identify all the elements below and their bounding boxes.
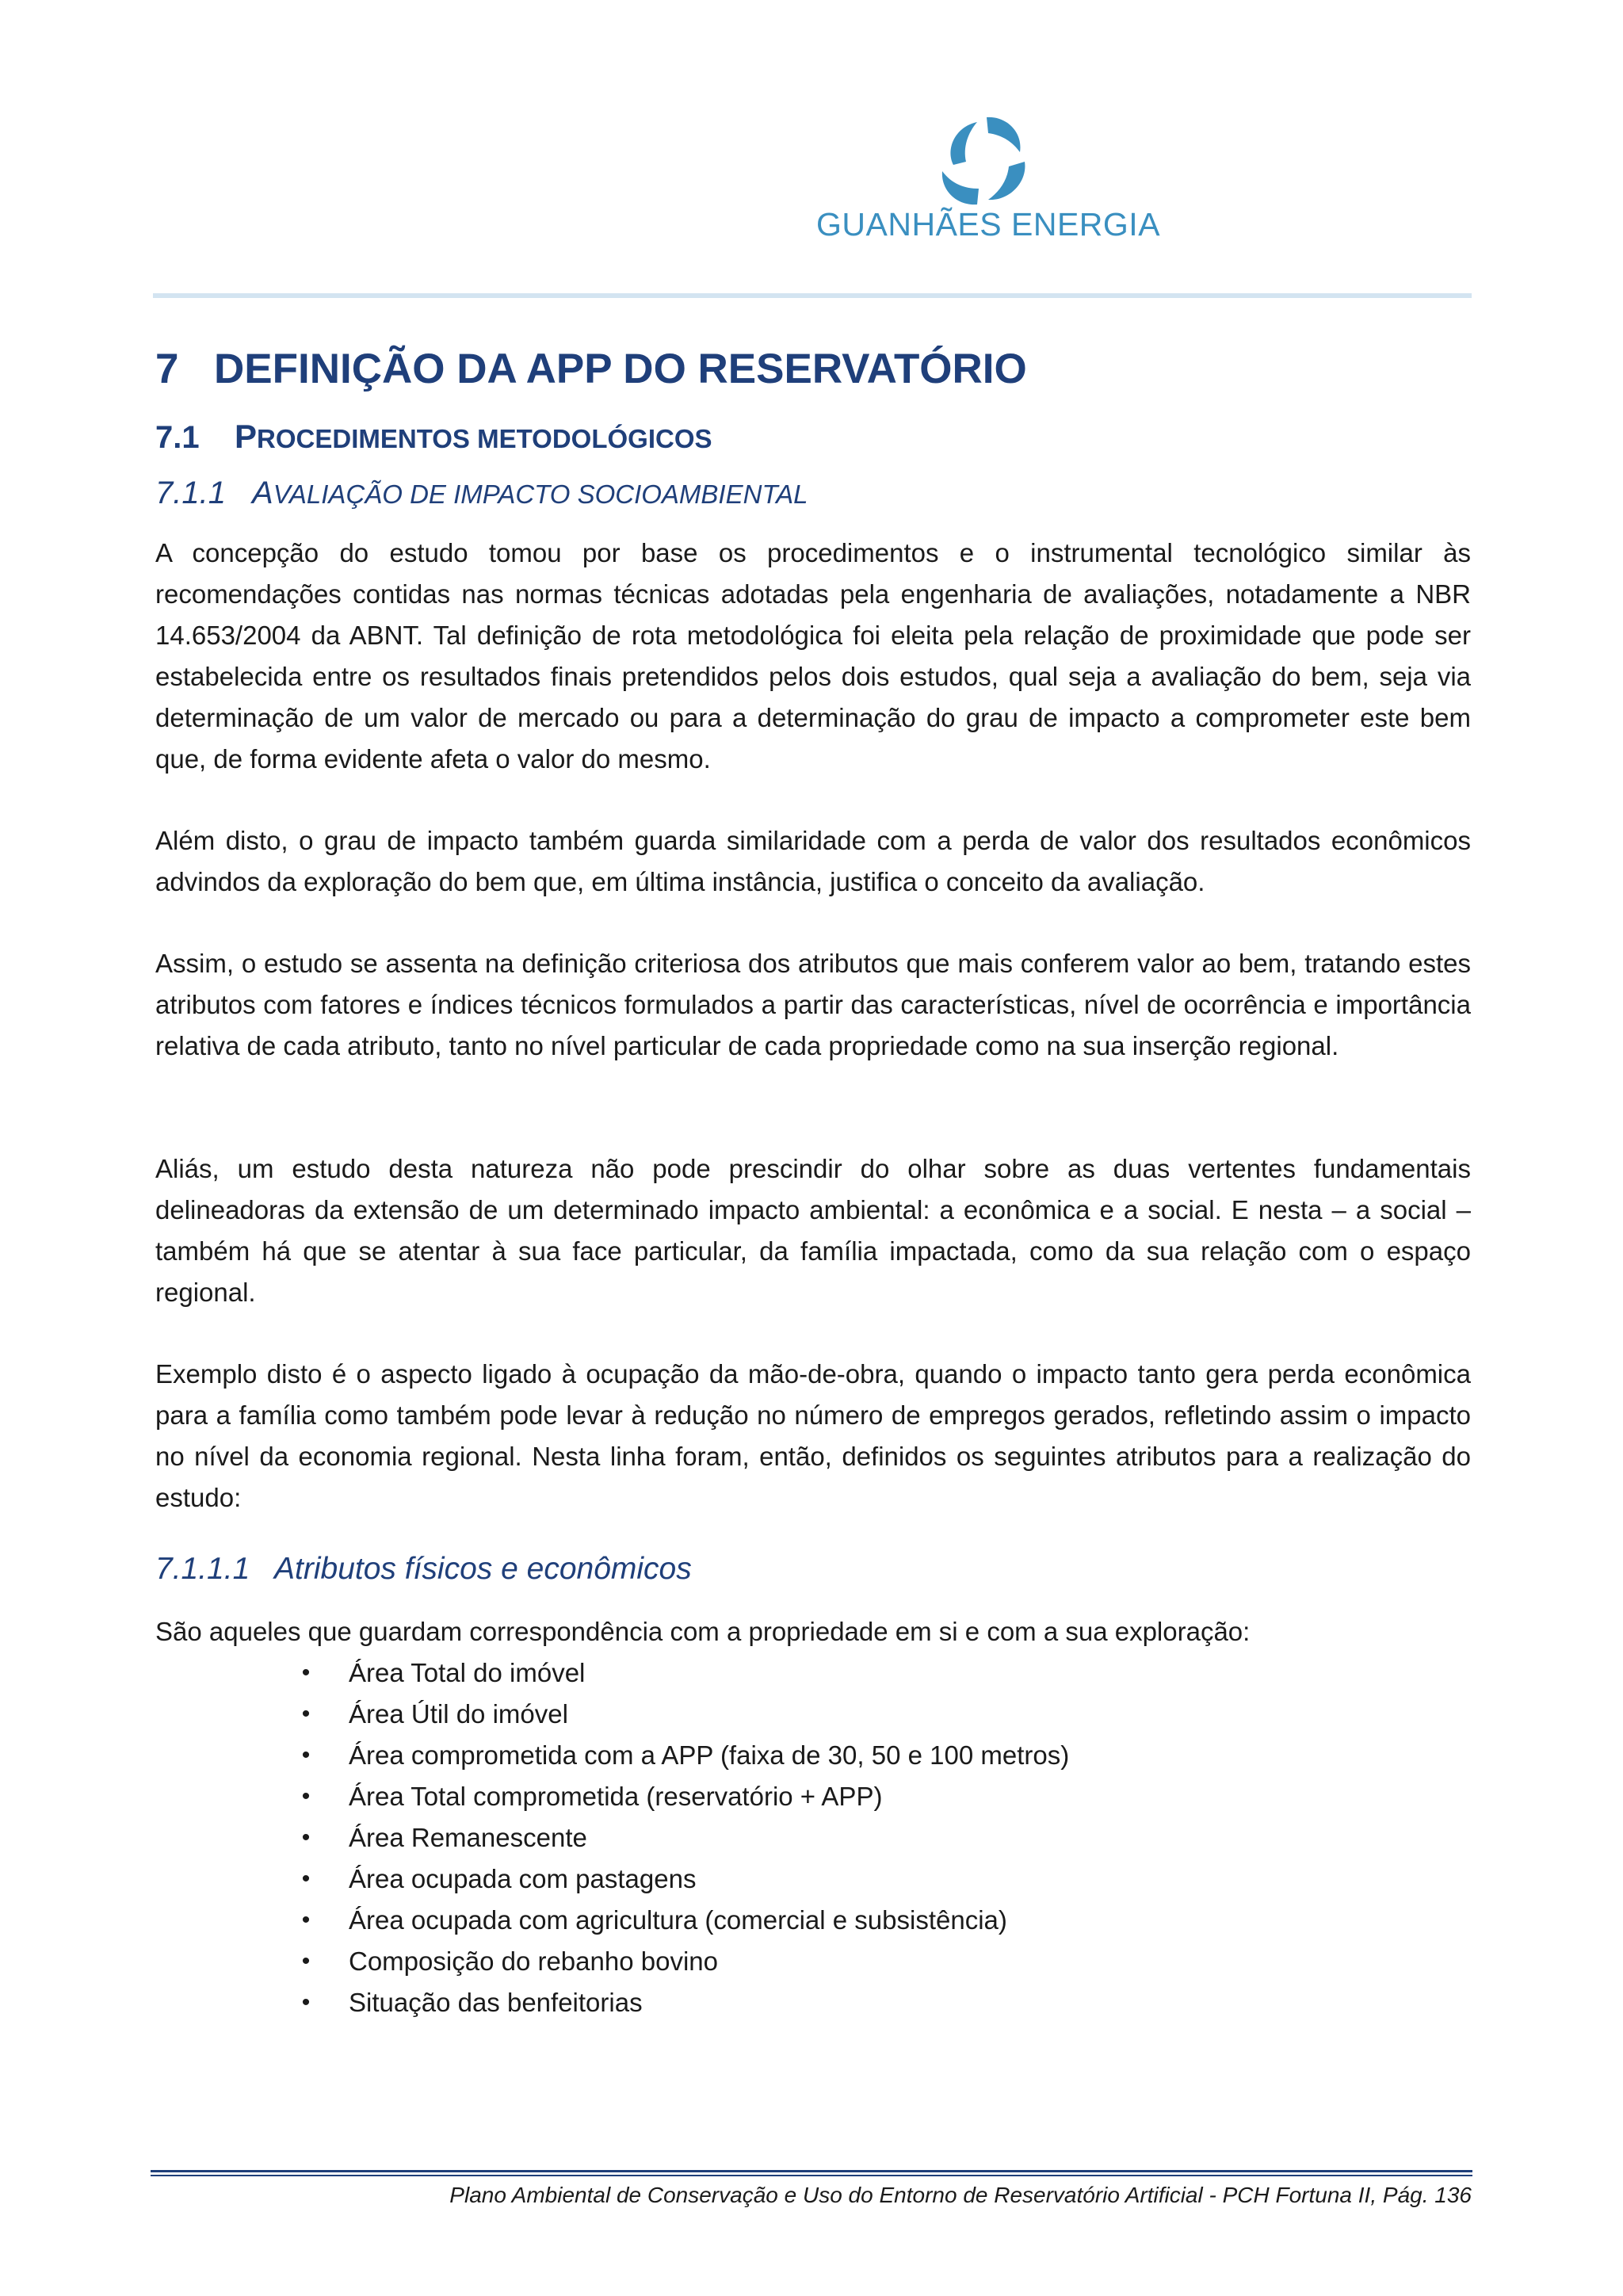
list-item-text: Área Total comprometida (reservatório + APP) [349,1782,883,1811]
bullet-icon: • [301,1660,311,1686]
paragraph-economic-social: Aliás, um estudo desta natureza não pode prescindir do olhar sobre as duas vertentes fundamentais delineadoras da extensão de um determinado impacto ambiental: a econômica e a social. E nesta – a social – também há que se atentar à sua face particular, da família impactada, como da sua relação com o espaço regional. [155,1154,1471,1307]
bullet-icon: • [301,1742,311,1768]
logo-text: GUANHÃES ENERGIA [816,206,1161,243]
section-title: DEFINIÇÃO DA APP DO RESERVATÓRIO [214,346,1027,392]
page-footer: Plano Ambiental de Conservação e Uso do Entorno de Reservatório Artificial - PCH Fortuna II, Pág. 136 [449,2183,1472,2207]
footer-divider [151,2170,1472,2178]
paragraph-labor-example: Exemplo disto é o aspecto ligado à ocupação da mão-de-obra, quando o impacto tanto gera perda econômica para a família como também pode levar à redução no número de empregos gerados, refletindo assim o impacto no nível da economia regional. Nesta linha foram, então, definidos os seguintes atributos para a realização do estudo: [155,1359,1471,1512]
footer-rule-thin [151,2175,1472,2176]
section-number: 7 [155,346,179,392]
list-item [298,1694,1069,1735]
subsubsection-number: 7.1.1 [155,476,226,510]
list-item [298,1776,1069,1817]
list-item [298,1817,1069,1859]
bullet-icon: • [301,1907,311,1933]
list-item-text: Área Remanescente [349,1823,587,1852]
list-item [298,1982,1069,2023]
attributes-heading-number: 7.1.1.1 [155,1552,250,1586]
bullet-icon: • [301,1989,311,2015]
subsubsection-title-rest: VALIAÇÃO DE IMPACTO SOCIOAMBIENTAL [273,479,808,509]
subsection-title-initial: P [235,418,258,455]
list-item [298,1941,1069,1982]
bullet-icon: • [301,1701,311,1727]
list-item-text: Área ocupada com pastagens [349,1864,697,1893]
list-item [298,1859,1069,1900]
bullet-icon: • [301,1824,311,1851]
paragraph-attributes-definition: Assim, o estudo se assenta na definição criteriosa dos atributos que mais conferem valor ao bem, tratando estes atributos com fatores e índices técnicos formulados a partir das características, nível de ocorrência e importância relativa de cada atributo, tanto no nível particular de cada propriedade como na sua inserção regional. [155,949,1471,1060]
bullet-icon: • [301,1866,311,1892]
list-item-text: Área comprometida com a APP (faixa de 30, 50 e 100 metros) [349,1740,1070,1770]
list-item [298,1652,1069,1694]
list-item-text: Situação das benfeitorias [349,1988,643,2017]
list-item [298,1735,1069,1776]
subsubsection-title-initial: A [252,476,273,510]
subsubsection-heading [155,476,808,511]
subsection-number: 7.1 [155,420,200,455]
list-item-text: Área Total do imóvel [349,1658,586,1687]
paragraph-methodology: A concepção do estudo tomou por base os procedimentos e o instrumental tecnológico similar às recomendações contidas nas normas técnicas adotadas pela engenharia de avaliações, notadamente a NBR 14.653/2004 da ABNT. Tal definição de rota metodológica foi eleita pela relação de proximidade que pode ser estabelecida entre os resultados finais pretendidos pelos dois estudos, qual seja a avaliação do bem, seja via determinação de um valor de mercado ou para a determinação do grau de impacto a comprometer este bem que, de forma evidente afeta o valor do mesmo. [155,538,1471,774]
section-heading [155,345,1027,393]
bullet-icon: • [301,1783,311,1809]
subsection-title-rest: ROCEDIMENTOS METODOLÓGICOS [257,424,712,453]
attributes-heading-title: Atributos físicos e econômicos [274,1552,692,1586]
list-item [298,1900,1069,1941]
attributes-intro: São aqueles que guardam correspondência com a propriedade em si e com a sua exploração: [155,1617,1251,1646]
company-logo [816,95,1161,254]
subsection-heading [155,418,712,456]
bullet-icon: • [301,1948,311,1974]
attributes-list [298,1652,1069,2023]
header-divider [153,293,1472,298]
attributes-heading [155,1552,692,1587]
paragraph-impact-similarity: Além disto, o grau de impacto também guarda similaridade com a perda de valor dos resultados econômicos advindos da exploração do bem que, em última instância, justifica o conceito da avaliação. [155,826,1471,896]
list-item-text: Composição do rebanho bovino [349,1946,718,1976]
guanhaes-energia-logo-icon [931,109,1034,212]
list-item-text: Área ocupada com agricultura (comercial e subsistência) [349,1905,1007,1935]
list-item-text: Área Útil do imóvel [349,1699,568,1729]
footer-rule-thick [151,2170,1472,2172]
